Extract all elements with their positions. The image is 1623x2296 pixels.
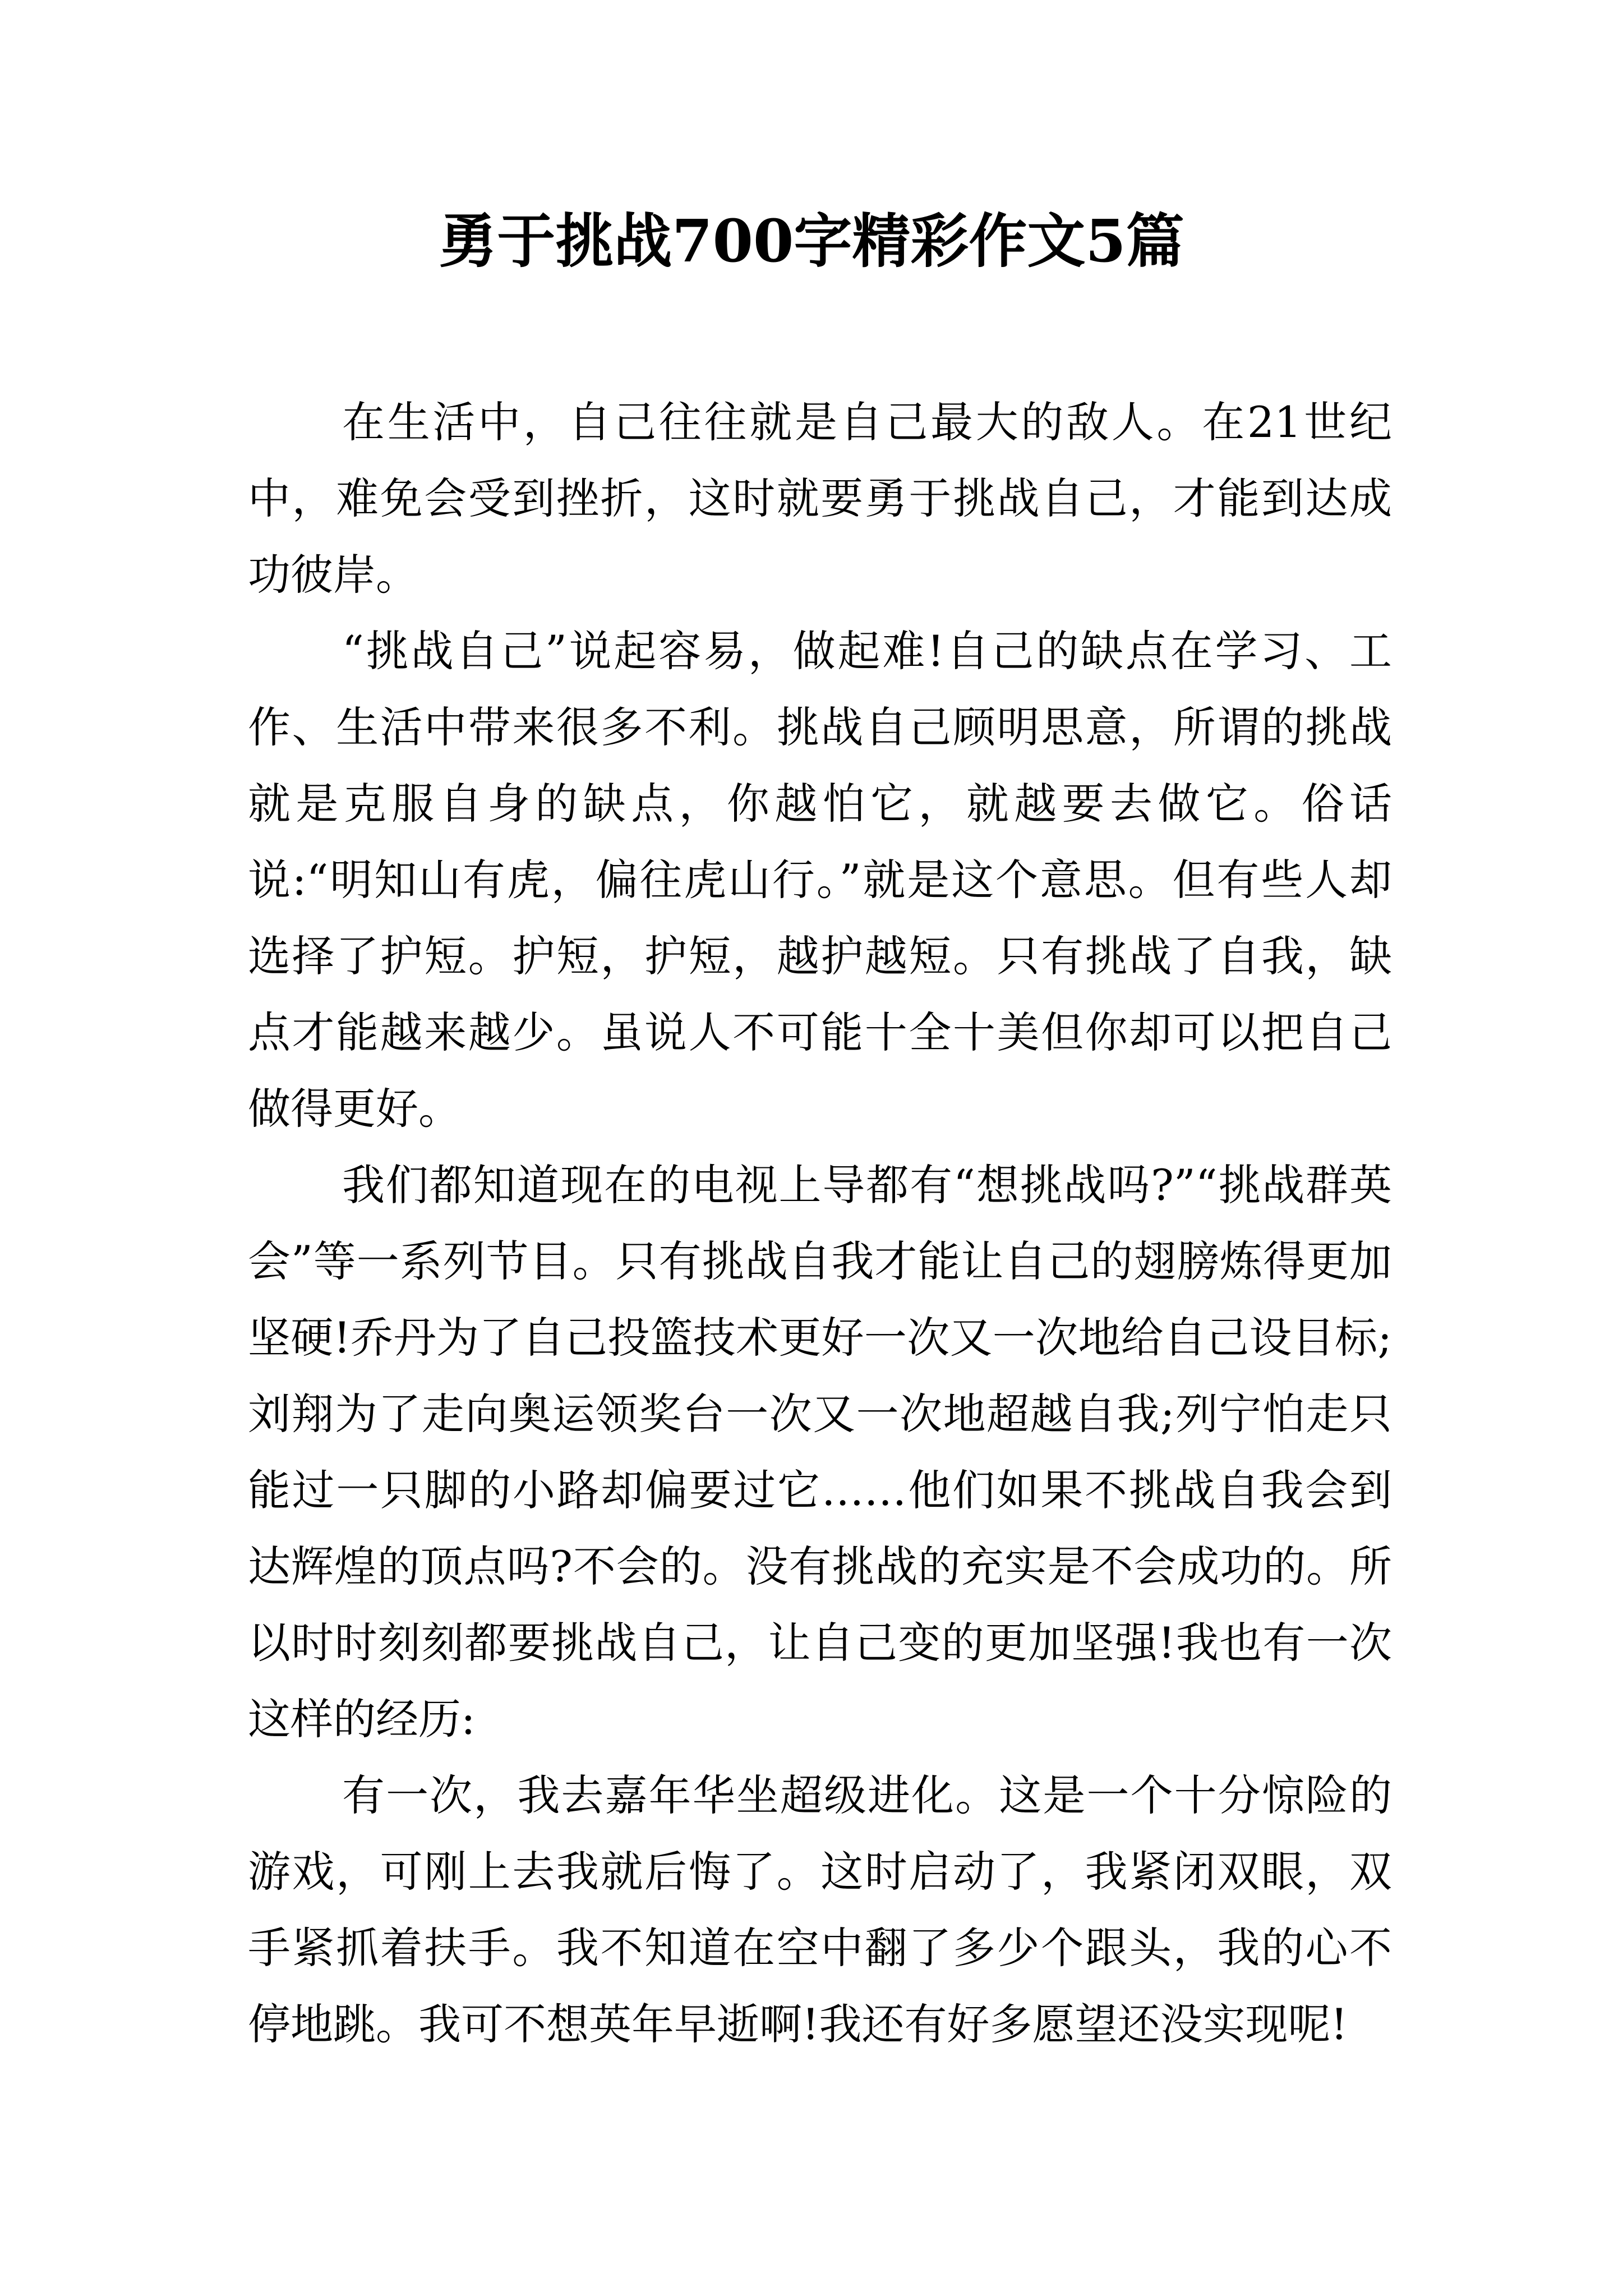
document-title: 勇于挑战700字精彩作文5篇 <box>439 206 1184 275</box>
paragraph: 在生活中，自己往往就是自己最大的敌人。在21世纪中，难免会受到挫折，这时就要勇于挑战自己，才能到达成功彼岸。 <box>248 397 1392 600</box>
paragraph: 有一次，我去嘉年华坐超级进化。这是一个十分惊险的游戏，可刚上去我就后悔了。这时启动了，我紧闭双眼，双手紧抓着扶手。我不知道在空中翻了多少个跟头，我的心不停地跳。我可不想英年早逝啊!我还有好多愿望还没实现呢! <box>248 1770 1392 2049</box>
document-body <box>248 384 1392 2063</box>
paragraph: “挑战自己”说起容易，做起难!自己的缺点在学习、工作、生活中带来很多不利。挑战自己顾明思意，所谓的挑战就是克服自身的缺点，你越怕它，就越要去做它。俗话说:“明知山有虎，偏往虎山行。”就是这个意思。但有些人却选择了护短。护短，护短，越护越短。只有挑战了自我，缺点才能越来越少。虽说人不可能十全十美但你却可以把自己做得更好。 <box>248 626 1392 1134</box>
paragraph: 我们都知道现在的电视上导都有“想挑战吗?”“挑战群英会”等一系列节目。只有挑战自我才能让自己的翅膀炼得更加坚硬!乔丹为了自己投篮技术更好一次又一次地给自己设目标;刘翔为了走向奥运领奖台一次又一次地超越自我;列宁怕走只能过一只脚的小路却偏要过它……他们如果不挑战自我会到达辉煌的顶点吗?不会的。没有挑战的充实是不会成功的。所以时时刻刻都要挑战自己，让自己变的更加坚强!我也有一次这样的经历: <box>248 1160 1392 1744</box>
